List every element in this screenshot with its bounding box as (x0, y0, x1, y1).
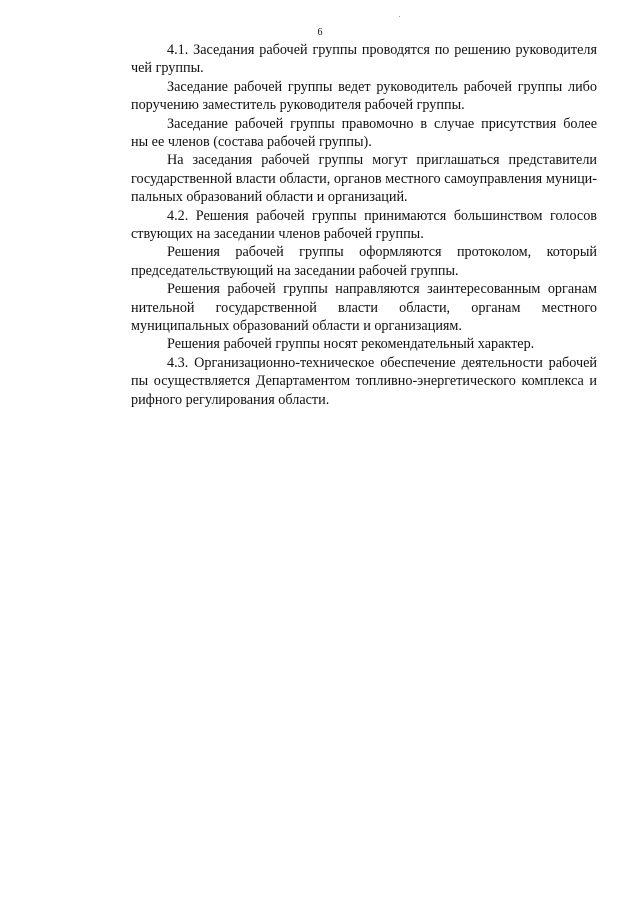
paragraph-4-1 (95, 41, 597, 78)
paragraph-protocol (95, 243, 597, 280)
paragraph-4-3 (95, 354, 597, 409)
text-line: Решения рабочей группы оформляются протоколом, который (167, 244, 597, 261)
document-body (95, 41, 597, 409)
text-line: ствующих на заседании членов рабочей группы. (131, 225, 424, 242)
paragraph-chair (95, 78, 597, 115)
text-line: муниципальных образований области и организациям. (131, 317, 462, 334)
paragraph-4-2 (95, 207, 597, 244)
text-line: Заседание рабочей группы ведет руководитель рабочей группы либо (167, 78, 597, 95)
text-line: Решения рабочей группы носят рекомендательный характер. (167, 336, 535, 353)
text-line: председательствующий на заседании рабочей группы. (131, 262, 459, 279)
text-line: 4.1. Заседания рабочей группы проводятся по решению руководителя (167, 42, 597, 58)
text-line: Заседание рабочей группы правомочно в случае присутствия более (167, 115, 597, 132)
text-line: рифного регулирования области. (131, 391, 330, 408)
text-line: Решения рабочей группы направляются заинтересованным органам (167, 281, 597, 298)
text-line: 4.3. Организационно-техническое обеспечение деятельности рабочей (167, 354, 597, 371)
text-line: поручению заместитель руководителя рабочей группы. (131, 97, 465, 114)
text-line: 4.2. Решения рабочей группы принимаются большинством голосов (167, 207, 597, 224)
scan-speck (399, 16, 400, 17)
page-number: 6 (317, 27, 323, 38)
text-line: государственной власти области, органов местного самоуправления муници- (131, 170, 597, 187)
paragraph-distribution (95, 280, 597, 335)
text-line: нительной государственной власти области, органам местного (131, 299, 597, 316)
text-line: пы осуществляется Департаментом топливно-энергетического комплекса и (131, 373, 597, 390)
text-line: ны ее членов (состава рабочей группы). (131, 133, 372, 150)
text-line: чей группы. (131, 60, 204, 77)
text-line: На заседания рабочей группы могут приглашаться представители (167, 152, 597, 169)
paragraph-invitees (95, 151, 597, 206)
paragraph-quorum (95, 115, 597, 152)
paragraph-advisory (95, 335, 597, 353)
text-line: пальных образований области и организаций. (131, 189, 408, 206)
